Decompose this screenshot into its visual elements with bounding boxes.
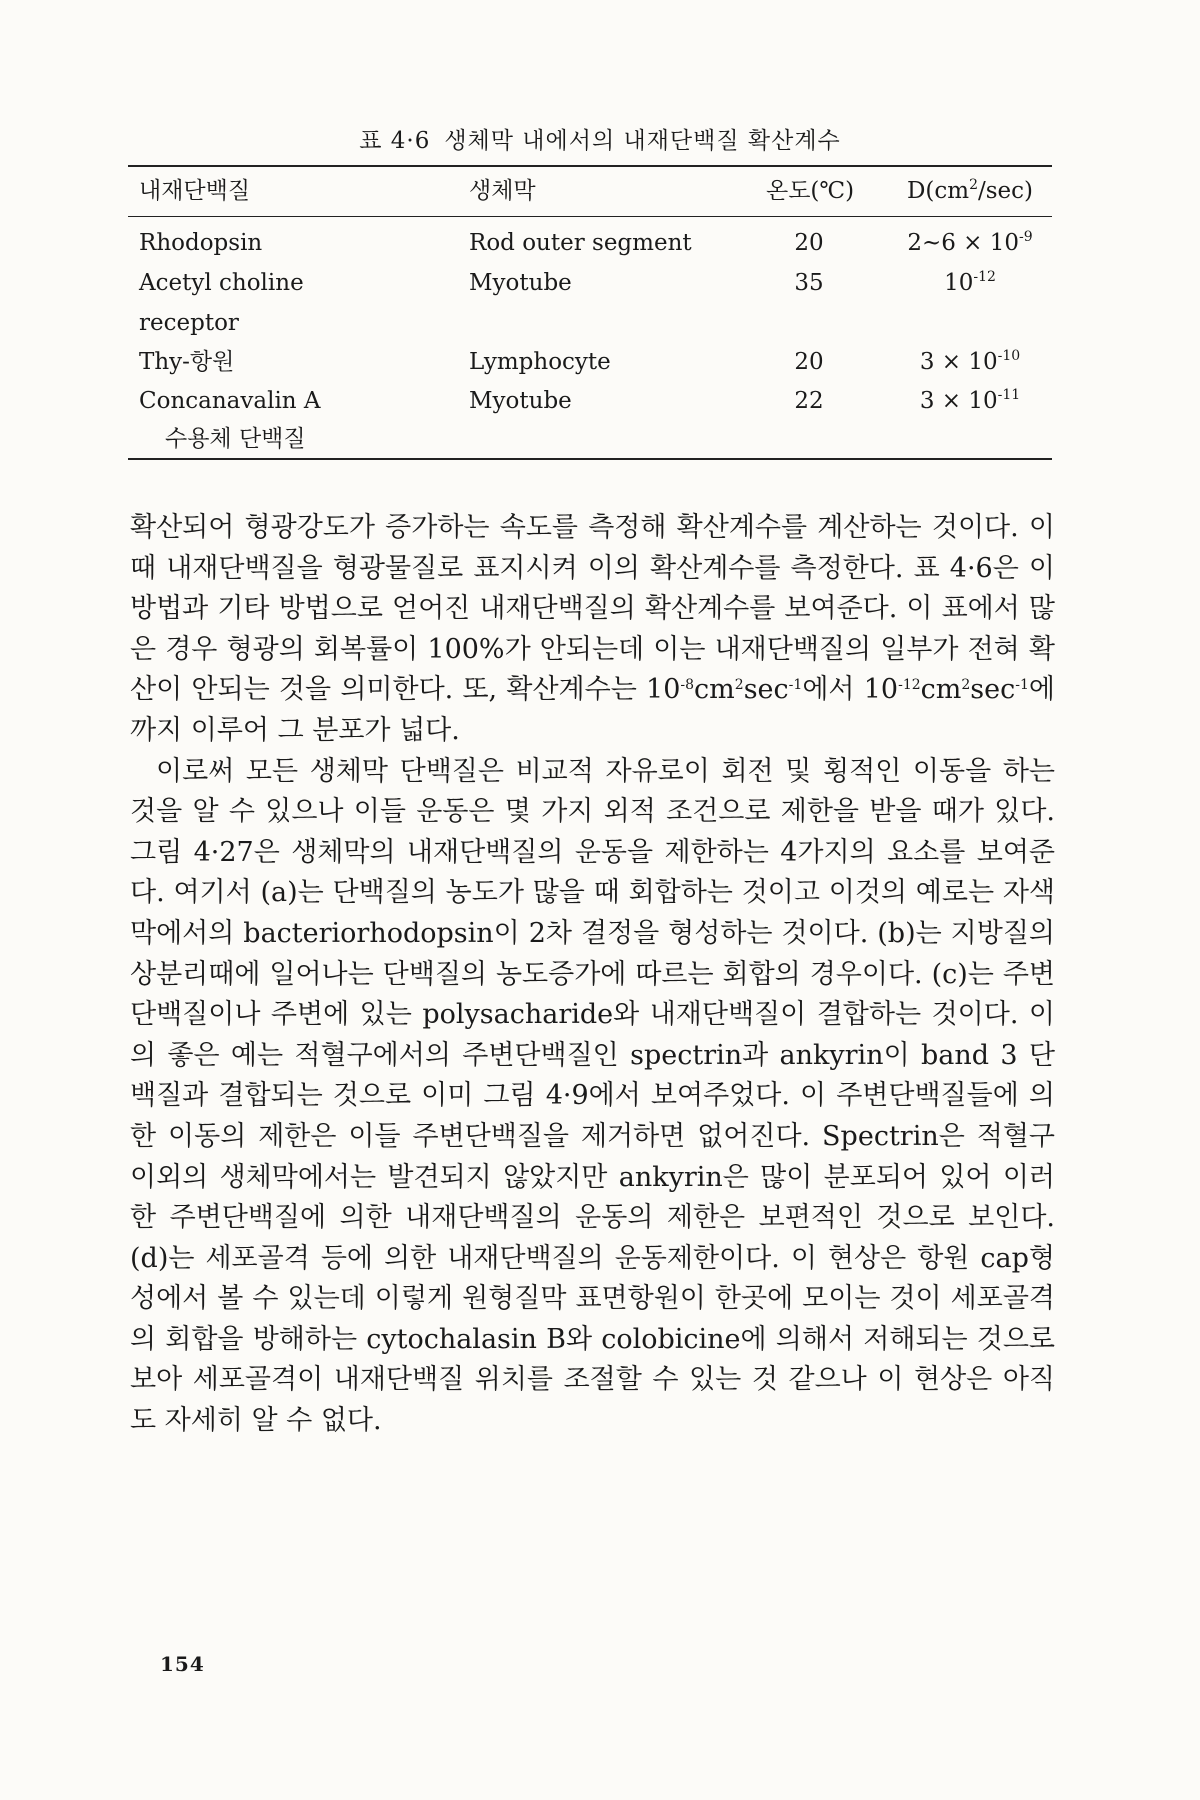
- paragraph-1-part-a: 확산되어 형광강도가 증가하는 속도를 측정해 확산계수를 계산하는 것이다. 이때 내재단백질을 형광물질로 표지시켜 이의 확산계수를 측정한다. 표 4·6은 이 방법과 기타 방법으로 얻어진 내재단백질의 확산계수를 보여준다. 이 표에서 많은 경우 형광의 회복률이 100%가 안되는데 이는 내재단백질의 일부가 전혀 확산이 안되는 것을 의미한다. 또, 확산계수는 10: [130, 512, 1055, 706]
- p1-part-f: sec: [970, 674, 1016, 706]
- row-3-temperature: 22: [794, 388, 824, 414]
- p1-exp2: 2: [734, 677, 744, 694]
- row-3-diffusion: [890, 386, 1050, 416]
- row-3-membrane: Myotube: [469, 388, 572, 414]
- p1-exp4: -12: [898, 677, 921, 694]
- row-0-d-exp: -9: [1019, 229, 1033, 245]
- p1-part-b: cm: [694, 674, 735, 706]
- body-text: [130, 508, 1055, 1442]
- p1-part-e: cm: [920, 674, 962, 706]
- row-3-protein-line2: 수용체 단백질: [165, 426, 306, 452]
- row-2-d-base: 3 × 10: [919, 349, 998, 375]
- table-caption: [0, 122, 1200, 155]
- row-1-protein-line2: receptor: [139, 310, 239, 336]
- p1-exp5: 2: [961, 677, 971, 694]
- row-1-d-exp: -12: [973, 269, 996, 285]
- row-0-protein: Rhodopsin: [139, 230, 263, 256]
- header-protein: 내재단백질: [139, 178, 251, 204]
- row-3-d-base: 3 × 10: [919, 388, 998, 414]
- header-diffusion-suffix: /sec): [978, 178, 1034, 204]
- row-0-membrane: Rod outer segment: [469, 230, 692, 256]
- row-1-membrane: Myotube: [469, 270, 572, 296]
- table-header-rule: [128, 216, 1052, 217]
- header-temperature: 온도(℃): [766, 178, 855, 204]
- row-3-protein: Concanavalin A: [139, 388, 321, 414]
- p1-exp1: -8: [680, 677, 695, 694]
- row-2-d-exp: -10: [997, 348, 1021, 364]
- row-1-d-base: 10: [944, 270, 974, 296]
- table-caption-title: 생체막 내에서의 내재단백질 확산계수: [444, 128, 841, 154]
- p1-part-d: 에서 10: [802, 674, 899, 706]
- table-bottom-rule: [128, 458, 1052, 460]
- table-caption-label: 표 4·6: [359, 128, 431, 154]
- page-number: 154: [160, 1652, 205, 1676]
- header-diffusion-prefix: D(cm: [906, 178, 970, 204]
- row-1-diffusion: [890, 268, 1050, 298]
- p1-exp6: -1: [1015, 677, 1029, 694]
- header-diffusion-exp: 2: [969, 177, 978, 193]
- paragraph-1: [130, 508, 1055, 752]
- header-membrane: 생체막: [469, 178, 536, 204]
- paragraph-2: 이로써 모든 생체막 단백질은 비교적 자유로이 회전 및 횡적인 이동을 하는 것을 알 수 있으나 이들 운동은 몇 가지 외적 조건으로 제한을 받을 때가 있다. 그림 4·27은 생체막의 내재단백질의 운동을 제한하는 4가지의 요소를 보여준다. 여기서 (a)는 단백질의 농도가 많을 때 회합하는 것이고 이것의 예로는 자색막에서의 bacteriorhodopsin이 2차 결정을 형성하는 것이다. (b)는 지방질의 상분리때에 일어나는 단백질의 농도증가에 따르는 회합의 경우이다. (c)는 주변단백질이나 주변에 있는 polysacharide와 내재단백질이 결합하는 것이다. 이의 좋은 예는 적혈구에서의 주변단백질인 spectrin과 ankyrin이 band 3 단백질과 결합되는 것으로 이미 그림 4·9에서 보여주었다. 이 주변단백질들에 의한 이동의 제한은 이들 주변단백질을 제거하면 없어진다. Spectrin은 적혈구 이외의 생체막에서는 발견되지 않았지만 ankyrin은 많이 분포되어 있어 이러한 주변단백질에 의한 내재단백질의 운동의 제한은 보편적인 것으로 보인다. (d)는 세포골격 등에 의한 내재단백질의 운동제한이다. 이 현상은 항원 cap형성에서 볼 수 있는데 이렇게 원형질막 표면항원이 한곳에 모이는 것이 세포골격의 회합을 방해하는 cytochalasin B와 colobicine에 의해서 저해되는 것으로 보아 세포골격이 내재단백질 위치를 조절할 수 있는 것 같으나 이 현상은 아직도 자세히 알 수 없다.: [130, 755, 1055, 1437]
- row-0-d-base: 2~6 × 10: [907, 230, 1020, 256]
- p1-exp3: -1: [788, 677, 803, 694]
- table-top-rule: [128, 165, 1052, 167]
- row-0-diffusion: [890, 228, 1050, 258]
- row-2-diffusion: [890, 347, 1050, 377]
- row-3-d-exp: -11: [997, 387, 1021, 403]
- p1-part-c: sec: [743, 674, 789, 706]
- row-2-membrane: Lymphocyte: [469, 349, 611, 375]
- row-1-temperature: 35: [794, 270, 824, 296]
- header-diffusion: [890, 176, 1050, 206]
- row-2-temperature: 20: [794, 349, 824, 375]
- row-0-temperature: 20: [794, 230, 824, 256]
- row-1-protein: Acetyl choline: [139, 270, 304, 296]
- row-2-protein: Thy-항원: [139, 349, 235, 375]
- p1-part-g: 에까지 이루어 그 분포가 넓다.: [130, 674, 1055, 746]
